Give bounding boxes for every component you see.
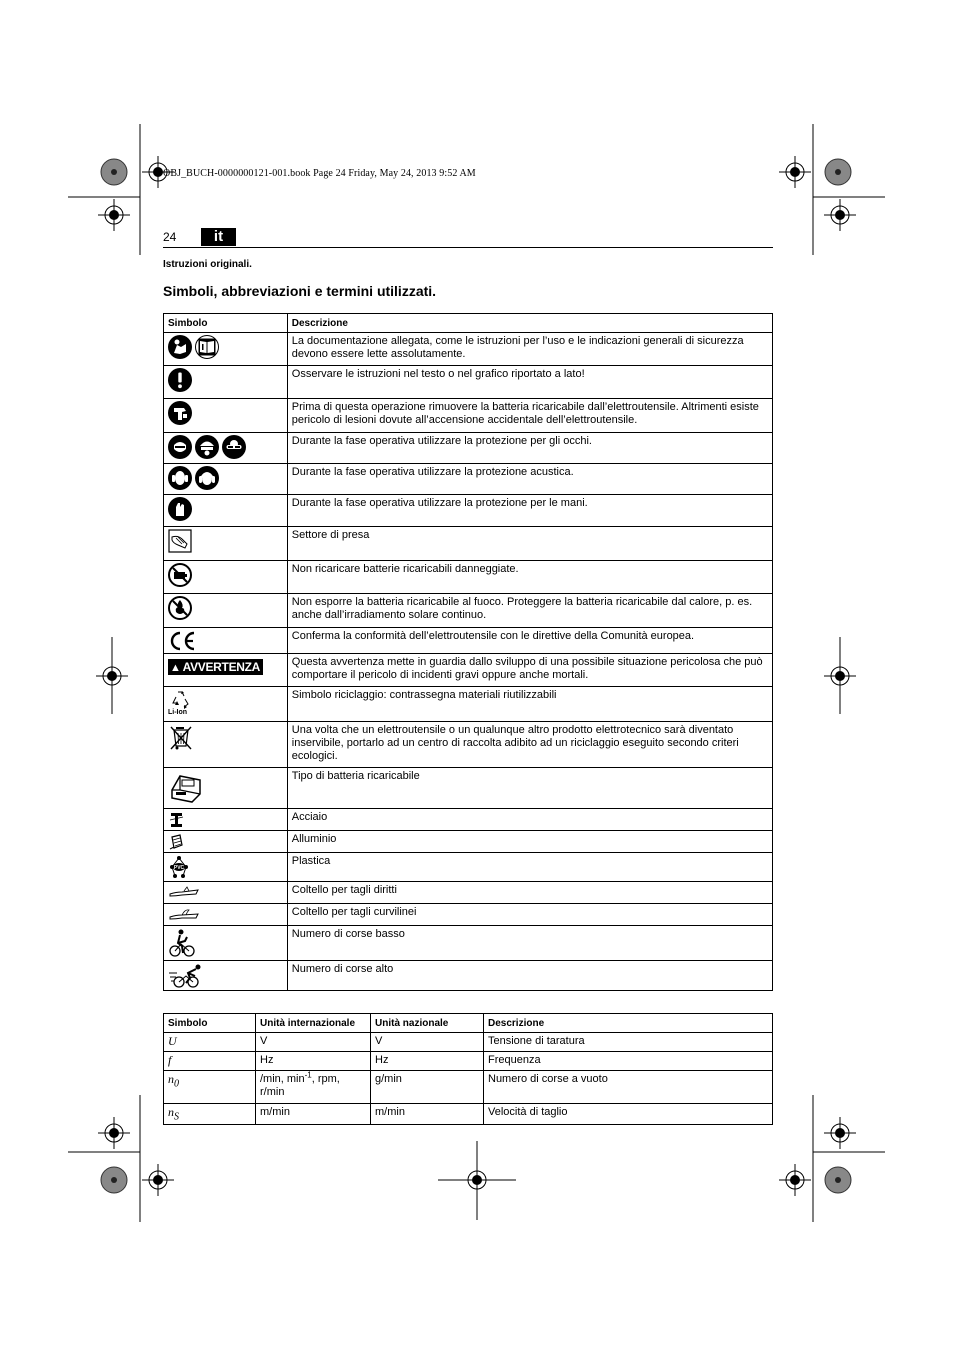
language-tag: it [201, 228, 236, 246]
header-rule [163, 247, 773, 248]
table-row [164, 1033, 773, 1052]
table-row [164, 687, 773, 722]
table-row [164, 433, 773, 464]
table-row [164, 809, 773, 831]
table-cell: Osservare le istruzioni nel testo o nel grafico riportato a lato! [287, 366, 772, 399]
safety-helmet-icon [195, 435, 219, 459]
table-cell: Non esporre la batteria ricaricabile al fuoco. Proteggere la batteria ricaricabile dal calore, p. es. anche dall’irradiamento solare continuo. [287, 594, 772, 628]
table-row [164, 628, 773, 654]
table-cell: Non ricaricare batterie ricaricabili danneggiate. [287, 561, 772, 594]
crossed-bin-icon [168, 724, 194, 752]
table-cell: Hz [256, 1052, 371, 1071]
table-row [164, 366, 773, 399]
table-cell: g/min [371, 1071, 484, 1104]
unit-symbol: U [168, 1034, 177, 1048]
registration-mark [779, 156, 811, 188]
table-row [164, 904, 773, 926]
table-cell: Durante la fase operativa utilizzare la protezione acustica. [287, 464, 772, 495]
aluminium-icon [168, 833, 186, 851]
table-row [164, 654, 773, 687]
warning-label-icon: ▲ AVVERTENZA [168, 659, 263, 675]
column-header: Descrizione [287, 314, 772, 333]
registration-mark [779, 1164, 811, 1196]
table-row [164, 961, 773, 991]
table-row [164, 853, 773, 882]
column-header: Unità internazionale [256, 1014, 371, 1033]
table-cell: Questa avvertenza mette in guardia dallo sviluppo di una possibile situazione pericolosa che può comportare il pericolo di incidenti gravi oppure anche mortali. [287, 654, 772, 687]
table-cell: Coltello per tagli curvilinei [287, 904, 772, 926]
safety-goggles-icon [222, 435, 246, 459]
table-header-row [164, 314, 773, 333]
table-row [164, 399, 773, 433]
table-cell: Simbolo riciclaggio: contrassegna materiali riutilizzabili [287, 687, 772, 722]
recycling-li-ion-icon: Li-Ion [168, 689, 194, 719]
registration-star-mark [101, 159, 127, 185]
table-cell: Conferma la conformità dell’elettroutensile con le direttive della Comunità europea. [287, 628, 772, 654]
ce-mark-icon [168, 630, 196, 652]
table-cell: V [256, 1033, 371, 1052]
ear-protection-icon [168, 466, 192, 490]
table-row [164, 768, 773, 809]
table-row [164, 831, 773, 853]
table-row [164, 1052, 773, 1071]
table-cell: Prima di questa operazione rimuovere la batteria ricaricabile dall’elettroutensile. Altrimenti esiste pericolo di lesioni dovute all’accensione accidentale dell’elettroutensile. [287, 399, 772, 433]
fast-cyclist-icon [168, 963, 204, 989]
table-row [164, 561, 773, 594]
table-cell: Velocità di taglio [484, 1104, 773, 1125]
column-header: Simbolo [164, 314, 288, 333]
no-charge-damaged-battery-icon [168, 563, 192, 587]
read-manual-person-icon [168, 335, 192, 359]
units-table [163, 1013, 773, 1125]
table-row [164, 527, 773, 561]
unit-symbol: f [168, 1053, 172, 1067]
registration-mark [98, 199, 130, 231]
table-row [164, 882, 773, 904]
table-cell: m/min [256, 1104, 371, 1125]
table-cell: Acciaio [287, 809, 772, 831]
table-row [164, 722, 773, 768]
table-cell: m/min [371, 1104, 484, 1125]
table-cell: Alluminio [287, 831, 772, 853]
table-row [164, 495, 773, 527]
registration-mark [142, 1164, 174, 1196]
file-header-line: OBJ_BUCH-0000000121-001.book Page 24 Friday, May 24, 2013 9:52 AM [163, 168, 476, 179]
registration-mark [824, 1117, 856, 1149]
registration-star-mark [101, 1167, 127, 1193]
battery-pack-icon [168, 770, 204, 806]
grip-area-icon [168, 529, 192, 553]
column-header: Descrizione [484, 1014, 773, 1033]
table-header-row [164, 1014, 773, 1033]
page-title: Simboli, abbreviazioni e termini utilizzati. [163, 283, 437, 299]
unit-symbol: $n_0$ [168, 1072, 179, 1090]
table-cell: Numero di corse basso [287, 926, 772, 961]
face-shield-icon [168, 435, 192, 459]
table-cell: Coltello per tagli diritti [287, 882, 772, 904]
table-cell: /min, $\min^{-1}$, rpm, r/min [256, 1071, 371, 1104]
registration-mark [824, 199, 856, 231]
page-number: 24 [163, 230, 177, 244]
unit-symbol: $n_S$ [168, 1105, 179, 1123]
table-cell: Frequenza [484, 1052, 773, 1071]
column-header: Unità nazionale [371, 1014, 484, 1033]
no-fire-battery-icon [168, 596, 192, 620]
subtitle: Istruzioni originali. [163, 259, 252, 270]
registration-star-mark [825, 1167, 851, 1193]
table-cell: Numero di corse a vuoto [484, 1071, 773, 1104]
straight-knife-icon [168, 884, 200, 900]
warning-triangle-icon: ▲ [170, 662, 181, 674]
gloves-icon [168, 497, 192, 521]
column-header: Simbolo [164, 1014, 256, 1033]
slow-cyclist-icon [168, 928, 196, 958]
registration-mark [98, 1117, 130, 1149]
exclamation-icon [168, 368, 192, 392]
table-row [164, 333, 773, 366]
remove-battery-icon [168, 401, 192, 425]
table-cell: Numero di corse alto [287, 961, 772, 991]
table-row [164, 1104, 773, 1125]
table-cell: V [371, 1033, 484, 1052]
table-cell: Durante la fase operativa utilizzare la protezione per le mani. [287, 495, 772, 527]
table-cell: La documentazione allegata, come le istruzioni per l’uso e le indicazioni generali di sicurezza devono essere lette assolutamente. [287, 333, 772, 366]
table-cell: Tipo di batteria ricaricabile [287, 768, 772, 809]
steel-icon [168, 811, 186, 829]
registration-star-mark [825, 159, 851, 185]
table-row [164, 464, 773, 495]
table-cell: Hz [371, 1052, 484, 1071]
table-cell: Tensione di taratura [484, 1033, 773, 1052]
table-cell: Una volta che un elettroutensile o un qualunque altro prodotto elettrotecnico sarà diventato inservibile, portarlo ad un centro di raccolta adibito ad un riciclaggio eseguito secondo criteri ecologici. [287, 722, 772, 768]
symbols-table [163, 313, 773, 991]
curved-knife-icon [168, 906, 200, 922]
table-cell: Durante la fase operativa utilizzare la protezione per gli occhi. [287, 433, 772, 464]
table-row [164, 1071, 773, 1104]
table-cell: Settore di presa [287, 527, 772, 561]
plastic-icon [168, 855, 190, 879]
table-row [164, 594, 773, 628]
svg-text:PVC: PVC [173, 865, 185, 871]
ear-muffs-icon [195, 466, 219, 490]
table-row [164, 926, 773, 961]
open-book-icon [195, 335, 219, 359]
table-cell: Plastica [287, 853, 772, 882]
